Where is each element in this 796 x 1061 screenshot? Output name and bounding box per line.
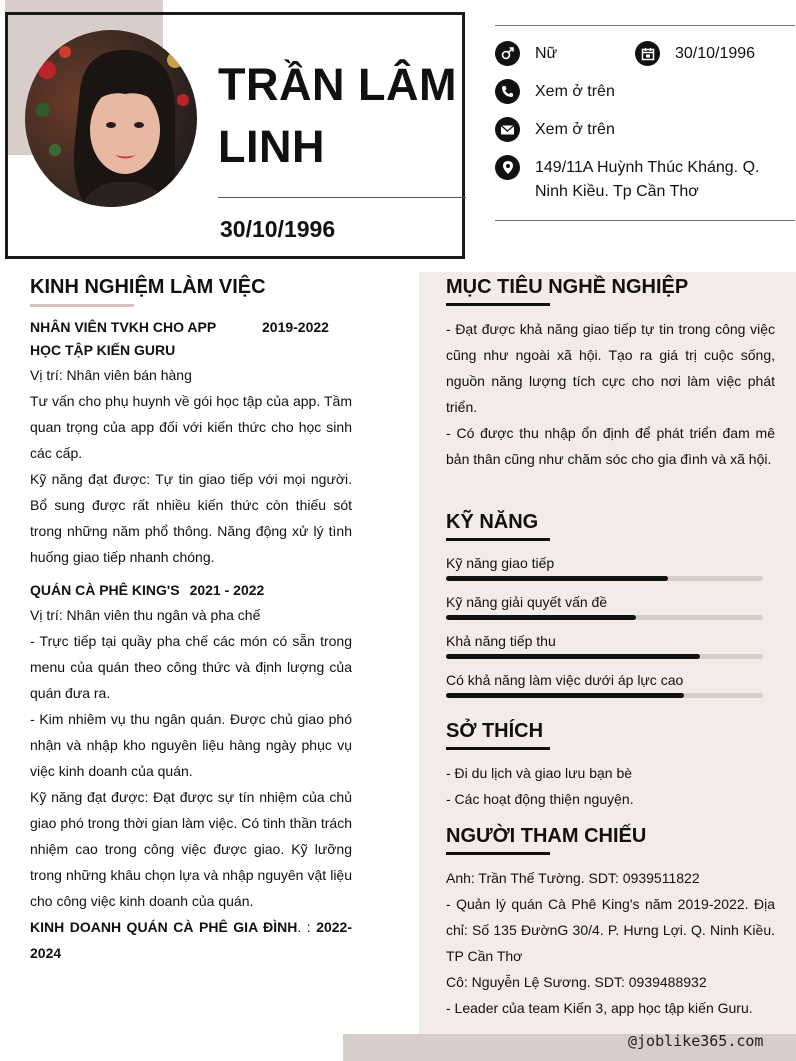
job-header <box>30 579 352 602</box>
job-line: Kỹ năng đạt được: Tự tin giao tiếp với mọi người. Bổ sung được rất nhiều kiến thức còn thiếu sót trong những năm phổ thông. Năng động xử lý tình huống giao tiếp nhanh chóng. <box>30 471 352 565</box>
skill-item <box>446 555 763 594</box>
skills-underline <box>446 538 550 541</box>
email-value: Xem ở trên <box>535 121 615 138</box>
job-line: Vị trí: Nhân viên bán hàng <box>30 367 192 383</box>
skill-bar <box>446 693 763 698</box>
references-title: NGƯỜI THAM CHIẾU <box>446 825 647 847</box>
hobby-item: - Các hoạt động thiện nguyện. <box>446 791 634 807</box>
job-title: NHÂN VIÊN TVKH CHO APP HỌC TẬP KIẾN GURU <box>30 319 216 358</box>
experience-underline <box>30 304 134 307</box>
location-icon <box>495 155 520 180</box>
reference-line: - Leader của team Kiến 3, app học tập kiến Guru. <box>446 1000 753 1016</box>
objective-underline <box>446 303 550 306</box>
header-dob: 30/10/1996 <box>220 216 336 242</box>
skill-label: Kỹ năng giải quyết vấn đề <box>446 594 608 610</box>
skills-list <box>446 555 763 711</box>
phone-icon <box>495 79 520 104</box>
avatar <box>25 30 197 207</box>
skill-bar-fill <box>446 654 700 659</box>
job-separator: . : <box>297 919 317 935</box>
skill-bar <box>446 615 763 620</box>
hobbies-list <box>446 760 775 812</box>
experience-title: KINH NGHIỆM LÀM VIỆC <box>30 276 266 298</box>
skill-label: Kỹ năng giao tiếp <box>446 555 555 571</box>
hobbies-title: SỞ THÍCH <box>446 720 544 742</box>
candidate-name: TRẦN LÂM LINH <box>218 59 457 172</box>
job-header <box>30 914 352 966</box>
skill-bar-fill <box>446 693 684 698</box>
job-period: 2021 - 2022 <box>189 582 265 598</box>
skill-bar-fill <box>446 576 668 581</box>
reference-line: Anh: Trần Thế Tường. SDT: 0939511822 <box>446 870 700 886</box>
address-value: 149/11A Huỳnh Thúc Kháng. Q. Ninh Kiều. Tp Cần Thơ <box>535 159 760 200</box>
gender-value: Nữ <box>535 45 558 62</box>
job-header <box>30 316 352 362</box>
objective-text <box>446 316 775 472</box>
skill-bar <box>446 576 763 581</box>
job-line: Tư vấn cho phụ huynh về gói học tập của app. Tầm quan trọng của app đối với kiến thức cho học sinh các cấp. <box>30 393 352 461</box>
reference-line: - Quản lý quán Cà Phê King's năm 2019-2022. Địa chỉ: Số 135 ĐườnG 30/4. P. Hưng Lợi. Q. Ninh Kiều. TP Cần Thơ <box>446 896 775 964</box>
experience-list <box>30 316 352 966</box>
objective-title: MỤC TIÊU NGHỀ NGHIỆP <box>446 276 689 298</box>
birthday-value: 30/10/1996 <box>675 45 756 62</box>
skill-item <box>446 633 763 672</box>
skill-bar-fill <box>446 615 636 620</box>
objective-line: - Có được thu nhập ổn định để phát triển đam mê bản thân cũng như chăm sóc cho gia đình và xã hội. <box>446 425 775 467</box>
divider <box>218 197 466 198</box>
job-line: Vị trí: Nhân viên thu ngân và pha chế <box>30 607 261 623</box>
reference-line: Cô: Nguyễn Lệ Sương. SDT: 0939488932 <box>446 974 707 990</box>
hobby-item: - Đi du lịch và giao lưu bạn bè <box>446 765 633 781</box>
skill-item <box>446 672 763 711</box>
gender-icon <box>495 41 520 66</box>
watermark: @joblike365.com <box>628 1032 764 1050</box>
job-period: 2019-2022 <box>262 319 329 335</box>
phone-value: Xem ở trên <box>535 83 615 100</box>
skill-item <box>446 594 763 633</box>
skills-title: KỸ NĂNG <box>446 511 539 533</box>
job-line: - Kim nhiêm vụ thu ngân quán. Được chủ giao phó nhận và nhập kho nguyên liệu hàng ngày phục vụ việc kinh doanh của quán. <box>30 711 352 779</box>
skill-bar <box>446 654 763 659</box>
info-divider-top <box>495 25 795 26</box>
job-line: Kỹ năng đạt được: Đạt được sự tín nhiệm của chủ giao phó trong thời gian làm việc. Có tinh thần trách nhiệm cao trong công việc được giao. Kỹ lưỡng trong những khâu chọn lựa và nhập nguyên vật liệu cho công việc kinh doanh của quán. <box>30 789 352 909</box>
calendar-icon <box>635 41 660 66</box>
email-icon <box>495 117 520 142</box>
skill-label: Có khả năng làm việc dưới áp lực cao <box>446 672 684 688</box>
job-period: 2022-2024 <box>30 919 352 961</box>
info-divider-bottom <box>495 220 795 221</box>
objective-line: - Đạt được khả năng giao tiếp tự tin trong công việc cũng như ngoài xã hội. Tạo ra giá trị cuộc sống, nguồn năng lượng tích cực cho nơi làm việc phát triển. <box>446 321 775 415</box>
job-title: KINH DOANH QUÁN CÀ PHÊ GIA ĐÌNH <box>30 919 298 935</box>
job-line: - Trực tiếp tại quầy pha chế các món có sẵn trong menu của quán theo công thức và định lượng của quán đưa ra. <box>30 633 352 701</box>
job-title: QUÁN CÀ PHÊ KING'S <box>30 582 180 598</box>
skill-label: Khả năng tiếp thu <box>446 633 556 649</box>
references-list <box>446 865 775 1021</box>
references-underline <box>446 852 550 855</box>
hobbies-underline <box>446 747 550 750</box>
